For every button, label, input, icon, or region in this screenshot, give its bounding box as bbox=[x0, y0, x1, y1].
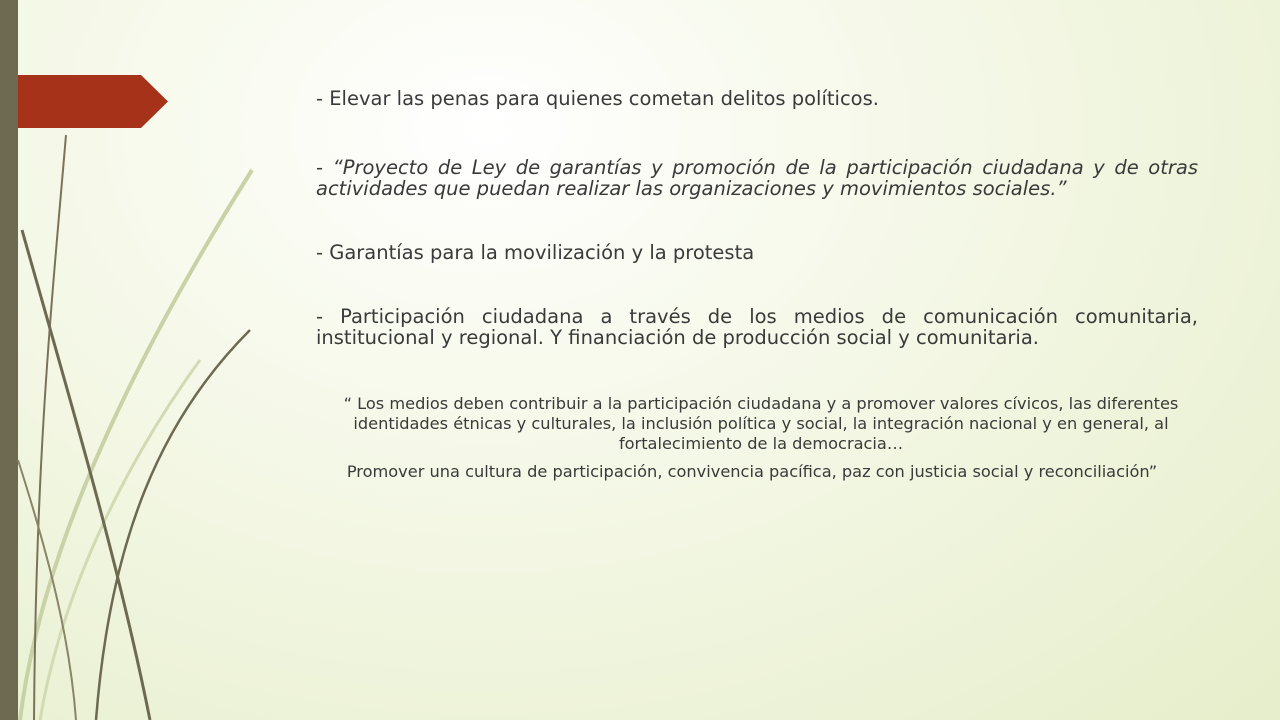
bullet-proyecto-ley bbox=[316, 157, 1198, 199]
bullet-participacion: - Participación ciudadana a través de los medios de comunicación comunitaria, institucional y regional. Y financiación de producción social y comunitaria. bbox=[316, 305, 1198, 349]
slide-content bbox=[316, 88, 1198, 482]
bullet-garantias: - Garantías para la movilización y la protesta bbox=[316, 241, 755, 264]
quote-promover: Promover una cultura de participación, convivencia pacífica, paz con justicia social y reconciliación” bbox=[346, 462, 1158, 481]
stem-dark-3 bbox=[96, 330, 250, 720]
bullet-proyecto-ley-text: “Proyecto de Ley de garantías y promoción de la participación ciudadana y de otras actividades que puedan realizar las organizaciones y movimientos sociales.” bbox=[316, 156, 1198, 200]
bullet-prefix: - bbox=[316, 156, 333, 179]
arrow-tab bbox=[18, 75, 168, 128]
bullet-penas: - Elevar las penas para quienes cometan delitos políticos. bbox=[316, 87, 879, 110]
quote-medios: “ Los medios deben contribuir a la participación ciudadana y a promover valores cívicos, las diferentes identidades étnicas y culturales, la inclusión política y social, la integración nacional y en general, al fortalecimiento de la democracia… bbox=[343, 394, 1179, 453]
stem-light-1 bbox=[20, 170, 252, 720]
